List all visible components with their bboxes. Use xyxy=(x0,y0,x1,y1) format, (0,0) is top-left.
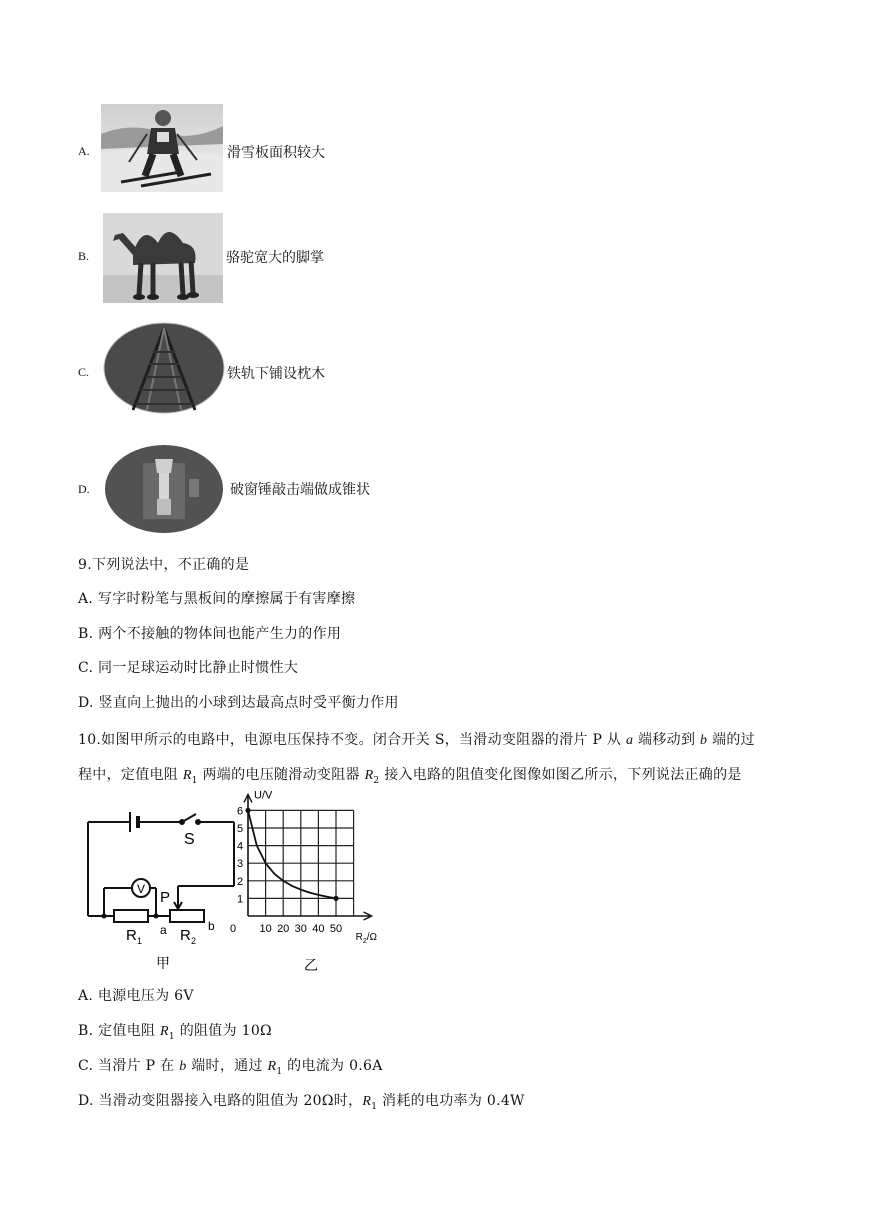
label-r2: R xyxy=(180,927,191,944)
circuit-diagram xyxy=(84,806,244,976)
var-r2: R xyxy=(364,768,374,783)
x-tick-label: 20 xyxy=(277,923,290,935)
option-a: A. 写字时粉笔与黑板间的摩擦属于有害摩擦 xyxy=(78,591,356,607)
option-letter: C. xyxy=(78,365,90,379)
var-b: b xyxy=(179,1059,187,1074)
option-text: C. 当滑片 P 在 xyxy=(78,1058,180,1074)
y-tick-label: 3 xyxy=(237,858,244,871)
x-tick-label: 40 xyxy=(312,923,325,935)
stem-text: 两端的电压随滑动变阻器 xyxy=(197,767,365,783)
y-tick-label: 5 xyxy=(237,823,244,835)
option-caption: 滑雪板面积较大 xyxy=(227,145,325,161)
data-point-end xyxy=(333,896,338,901)
option-letter: B. xyxy=(78,249,90,263)
subscript: 1 xyxy=(191,775,198,786)
var-b: b xyxy=(700,733,708,748)
figure-caption-yi: 乙 xyxy=(304,957,318,973)
option-a: A. 电源电压为 6V xyxy=(78,988,194,1004)
y-tick-label: 1 xyxy=(237,893,244,906)
option-b xyxy=(78,1020,272,1042)
label-a: a xyxy=(160,923,167,937)
question-stem: 9.下列说法中，不正确的是 xyxy=(78,557,250,573)
voltage-resistance-graph xyxy=(228,789,408,976)
x-axis-sub: 2 xyxy=(362,938,367,945)
data-curve xyxy=(248,810,336,898)
question-stem-line-1 xyxy=(78,729,755,749)
switch-blade xyxy=(182,814,196,822)
subscript: 1 xyxy=(371,1101,378,1112)
option-text: 消耗的电功率为 0.4W xyxy=(377,1093,525,1109)
stem-text: 程中，定值电阻 xyxy=(78,767,183,783)
junction-dot xyxy=(154,914,159,919)
data-point-start xyxy=(245,808,250,813)
stem-text: 端的过 xyxy=(707,732,755,748)
graph-curve xyxy=(245,808,338,901)
option-caption: 骆驼宽大的脚掌 xyxy=(226,250,324,266)
option-text: 端时，通过 xyxy=(186,1058,268,1074)
x-axis-var: R xyxy=(355,932,363,943)
label-r1: R xyxy=(126,927,137,944)
figure-caption-jia: 甲 xyxy=(156,955,170,971)
junction-dot xyxy=(102,914,107,919)
option-caption: 破窗锤敲击端做成锥状 xyxy=(230,482,370,498)
subscript: 1 xyxy=(276,1066,283,1077)
option-d: D. 竖直向上抛出的小球到达最高点时受平衡力作用 xyxy=(78,695,399,711)
y-tick-label: 2 xyxy=(237,875,244,888)
stem-text: 端移动到 xyxy=(633,732,700,748)
label-r1-sub: 1 xyxy=(137,936,143,946)
option-text: 的阻值为 10Ω xyxy=(174,1023,272,1039)
camel-photo xyxy=(103,213,223,303)
skier-photo xyxy=(101,104,223,192)
subscript: 2 xyxy=(373,775,380,786)
var-r1: R xyxy=(267,1059,277,1074)
x-axis-unit: /Ω xyxy=(366,932,378,943)
option-c: C. 同一足球运动时比静止时惯性大 xyxy=(78,660,299,676)
stem-text: 10.如图甲所示的电路中，电源电压保持不变。闭合开关 S，当滑动变阻器的滑片 P 从 xyxy=(78,732,626,748)
y-tick-label: 4 xyxy=(237,840,244,853)
var-r1: R xyxy=(160,1024,169,1039)
var-r1: R xyxy=(182,768,192,783)
x-axis-label xyxy=(356,932,378,945)
x-tick-label: 10 xyxy=(259,923,272,935)
x-tick-label: 50 xyxy=(329,923,343,935)
option-d xyxy=(78,1090,525,1112)
var-a: a xyxy=(625,733,634,748)
railway-photo xyxy=(103,322,225,414)
option-text: 的电流为 0.6A xyxy=(282,1058,383,1074)
option-letter: D. xyxy=(78,482,90,496)
label-r2-sub: 2 xyxy=(191,936,197,946)
hammer-photo xyxy=(103,443,225,535)
x-tick-label: 30 xyxy=(294,923,307,935)
resistor-r1 xyxy=(114,910,148,922)
y-tick-label: 6 xyxy=(237,805,244,818)
question-stem-line-2 xyxy=(78,764,742,786)
label-b: b xyxy=(208,919,215,933)
var-r1: R xyxy=(362,1094,372,1109)
option-text: B. 定值电阻 xyxy=(78,1023,161,1039)
option-caption: 铁轨下铺设枕木 xyxy=(227,366,325,382)
label-s: S xyxy=(184,831,195,848)
subscript: 1 xyxy=(168,1031,175,1042)
stem-text: 接入电路的阻值变化图像如图乙所示，下列说法正确的是 xyxy=(379,767,742,783)
option-letter: A. xyxy=(78,144,90,158)
label-p: P xyxy=(159,889,170,906)
option-b: B. 两个不接触的物体间也能产生力的作用 xyxy=(78,626,342,642)
option-text: D. 当滑动变阻器接入电路的阻值为 20Ω时， xyxy=(78,1093,363,1109)
y-axis-label: U/V xyxy=(254,789,273,802)
label-v: V xyxy=(137,882,146,896)
switch-node xyxy=(196,820,200,824)
option-c xyxy=(78,1055,383,1077)
resistor-r2 xyxy=(170,910,204,922)
origin-label: 0 xyxy=(230,923,237,935)
